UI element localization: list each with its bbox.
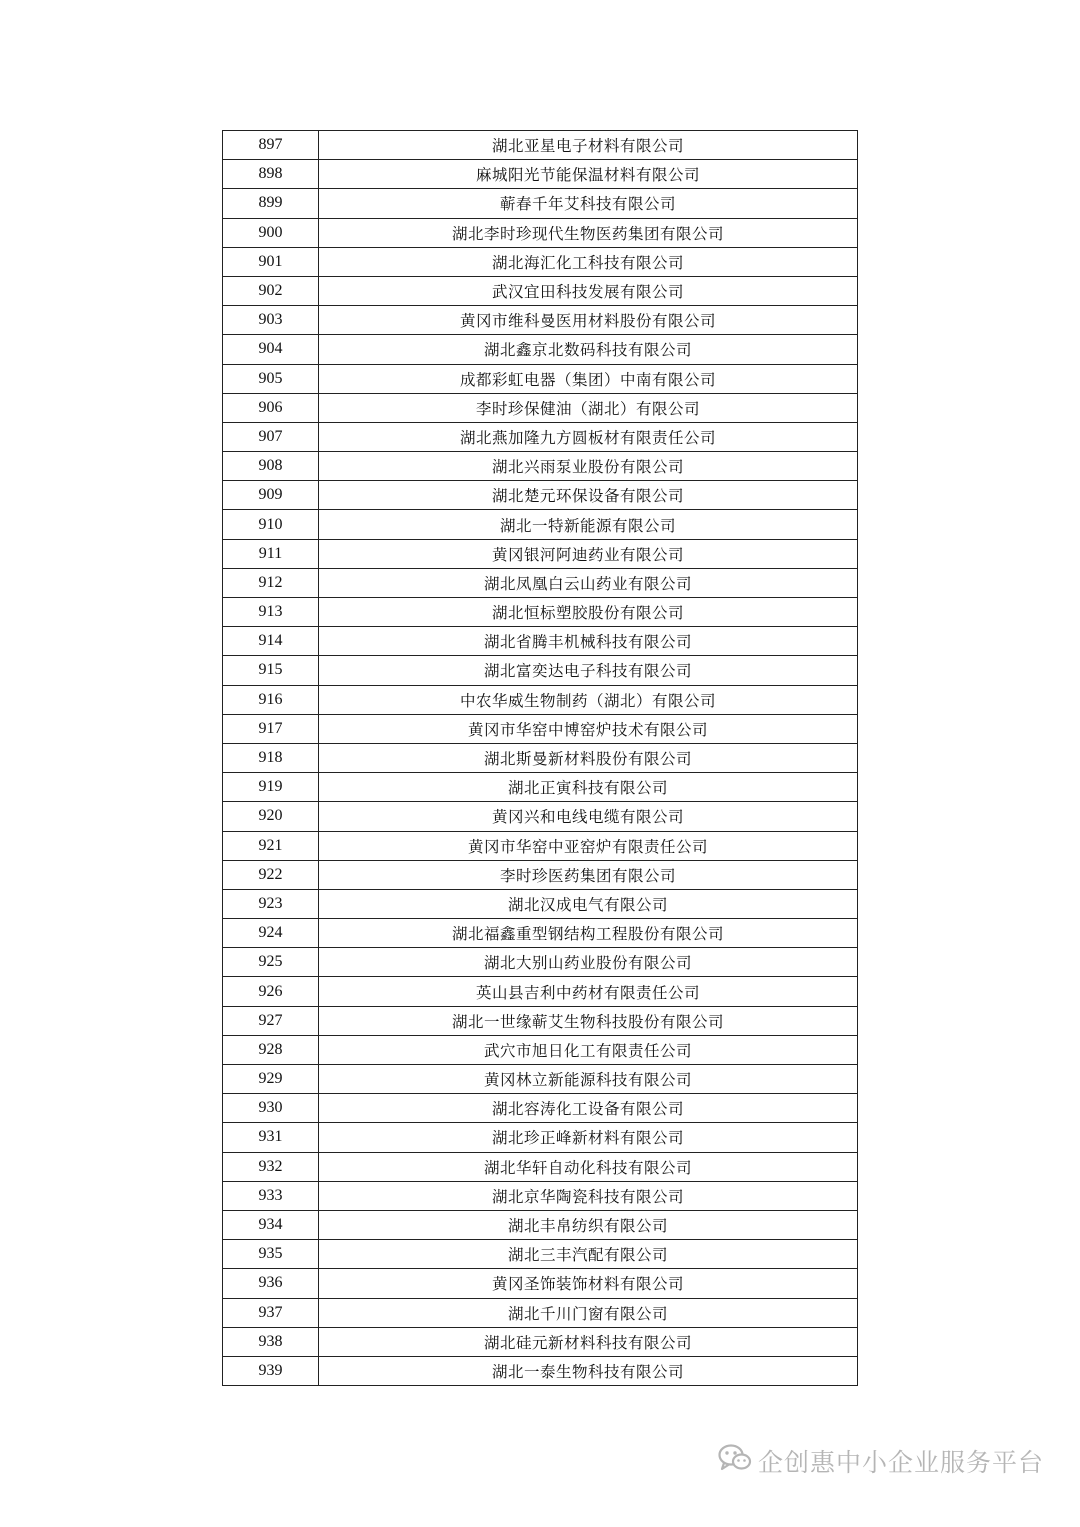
company-name: 李时珍保健油（湖北）有限公司 <box>319 393 858 422</box>
company-name: 湖北鑫京北数码科技有限公司 <box>319 335 858 364</box>
table-row <box>223 714 858 743</box>
row-number: 938 <box>223 1327 319 1356</box>
table-row <box>223 948 858 977</box>
row-number: 934 <box>223 1210 319 1239</box>
company-name: 武汉宜田科技发展有限公司 <box>319 276 858 305</box>
company-name: 湖北兴雨泵业股份有限公司 <box>319 452 858 481</box>
table-row <box>223 1152 858 1181</box>
row-number: 936 <box>223 1269 319 1298</box>
table-row <box>223 743 858 772</box>
row-number: 905 <box>223 364 319 393</box>
company-name: 湖北丰帛纺织有限公司 <box>319 1210 858 1239</box>
table-row <box>223 860 858 889</box>
company-name: 湖北李时珍现代生物医药集团有限公司 <box>319 218 858 247</box>
table-row <box>223 306 858 335</box>
company-name: 湖北华轩自动化科技有限公司 <box>319 1152 858 1181</box>
company-name: 湖北海汇化工科技有限公司 <box>319 247 858 276</box>
table-row <box>223 218 858 247</box>
company-name: 英山县吉利中药材有限责任公司 <box>319 977 858 1006</box>
table-row <box>223 160 858 189</box>
row-number: 918 <box>223 743 319 772</box>
table-row <box>223 131 858 160</box>
row-number: 916 <box>223 685 319 714</box>
company-name: 湖北福鑫重型钢结构工程股份有限公司 <box>319 919 858 948</box>
table-row <box>223 1094 858 1123</box>
table-row <box>223 598 858 627</box>
table-row <box>223 1006 858 1035</box>
row-number: 901 <box>223 247 319 276</box>
table-row <box>223 452 858 481</box>
row-number: 932 <box>223 1152 319 1181</box>
row-number: 908 <box>223 452 319 481</box>
table-row <box>223 568 858 597</box>
company-name: 黄冈银河阿迪药业有限公司 <box>319 539 858 568</box>
table-row <box>223 1065 858 1094</box>
row-number: 914 <box>223 627 319 656</box>
row-number: 927 <box>223 1006 319 1035</box>
wechat-icon <box>718 1443 752 1479</box>
row-number: 930 <box>223 1094 319 1123</box>
table-row <box>223 1123 858 1152</box>
row-number: 921 <box>223 831 319 860</box>
row-number: 931 <box>223 1123 319 1152</box>
row-number: 903 <box>223 306 319 335</box>
company-name: 黄冈市华窑中亚窑炉有限责任公司 <box>319 831 858 860</box>
watermark <box>718 1443 1044 1479</box>
table-row <box>223 510 858 539</box>
company-name: 蕲春千年艾科技有限公司 <box>319 189 858 218</box>
row-number: 920 <box>223 802 319 831</box>
table-row <box>223 1327 858 1356</box>
row-number: 899 <box>223 189 319 218</box>
row-number: 926 <box>223 977 319 1006</box>
table-row <box>223 627 858 656</box>
table-row <box>223 539 858 568</box>
row-number: 924 <box>223 919 319 948</box>
company-name: 湖北珍正峰新材料有限公司 <box>319 1123 858 1152</box>
table-body <box>223 131 858 1386</box>
company-name: 李时珍医药集团有限公司 <box>319 860 858 889</box>
row-number: 909 <box>223 481 319 510</box>
row-number: 922 <box>223 860 319 889</box>
table-row <box>223 1181 858 1210</box>
watermark-text: 企创惠中小企业服务平台 <box>757 1448 1044 1477</box>
company-name: 湖北恒标塑胶股份有限公司 <box>319 598 858 627</box>
table-row <box>223 393 858 422</box>
company-name: 黄冈市维科曼医用材料股份有限公司 <box>319 306 858 335</box>
table-row <box>223 335 858 364</box>
company-list-table <box>222 130 858 1386</box>
table-row <box>223 189 858 218</box>
row-number: 900 <box>223 218 319 247</box>
table-row <box>223 773 858 802</box>
company-name: 湖北斯曼新材料股份有限公司 <box>319 743 858 772</box>
table-row <box>223 889 858 918</box>
company-name: 中农华威生物制药（湖北）有限公司 <box>319 685 858 714</box>
company-name: 湖北亚星电子材料有限公司 <box>319 131 858 160</box>
table-row <box>223 276 858 305</box>
company-name: 黄冈市华窑中博窑炉技术有限公司 <box>319 714 858 743</box>
row-number: 911 <box>223 539 319 568</box>
row-number: 928 <box>223 1035 319 1064</box>
row-number: 912 <box>223 568 319 597</box>
company-name: 湖北京华陶瓷科技有限公司 <box>319 1181 858 1210</box>
row-number: 902 <box>223 276 319 305</box>
table-row <box>223 247 858 276</box>
company-name: 湖北汉成电气有限公司 <box>319 889 858 918</box>
row-number: 925 <box>223 948 319 977</box>
company-name: 湖北富奕达电子科技有限公司 <box>319 656 858 685</box>
table-row <box>223 685 858 714</box>
table-row <box>223 364 858 393</box>
row-number: 906 <box>223 393 319 422</box>
company-name: 黄冈圣饰装饰材料有限公司 <box>319 1269 858 1298</box>
company-name: 黄冈林立新能源科技有限公司 <box>319 1065 858 1094</box>
company-name: 黄冈兴和电线电缆有限公司 <box>319 802 858 831</box>
company-name: 湖北燕加隆九方圆板材有限责任公司 <box>319 422 858 451</box>
row-number: 917 <box>223 714 319 743</box>
company-name: 湖北一泰生物科技有限公司 <box>319 1356 858 1385</box>
company-name: 麻城阳光节能保温材料有限公司 <box>319 160 858 189</box>
table-row <box>223 1240 858 1269</box>
row-number: 937 <box>223 1298 319 1327</box>
company-name: 湖北凤凰白云山药业有限公司 <box>319 568 858 597</box>
row-number: 923 <box>223 889 319 918</box>
company-name: 湖北三丰汽配有限公司 <box>319 1240 858 1269</box>
table-row <box>223 1298 858 1327</box>
company-name: 湖北容涛化工设备有限公司 <box>319 1094 858 1123</box>
table-row <box>223 1035 858 1064</box>
row-number: 904 <box>223 335 319 364</box>
company-name: 湖北硅元新材料科技有限公司 <box>319 1327 858 1356</box>
company-name: 湖北千川门窗有限公司 <box>319 1298 858 1327</box>
company-name: 湖北一世缘蕲艾生物科技股份有限公司 <box>319 1006 858 1035</box>
row-number: 929 <box>223 1065 319 1094</box>
company-name: 武穴市旭日化工有限责任公司 <box>319 1035 858 1064</box>
table-row <box>223 1269 858 1298</box>
table-row <box>223 1356 858 1385</box>
row-number: 898 <box>223 160 319 189</box>
company-name: 湖北大别山药业股份有限公司 <box>319 948 858 977</box>
company-name: 湖北一特新能源有限公司 <box>319 510 858 539</box>
company-name: 湖北省腾丰机械科技有限公司 <box>319 627 858 656</box>
row-number: 910 <box>223 510 319 539</box>
table-row <box>223 481 858 510</box>
company-name: 湖北楚元环保设备有限公司 <box>319 481 858 510</box>
row-number: 939 <box>223 1356 319 1385</box>
row-number: 915 <box>223 656 319 685</box>
table-row <box>223 422 858 451</box>
table-row <box>223 977 858 1006</box>
row-number: 933 <box>223 1181 319 1210</box>
table-row <box>223 802 858 831</box>
company-name: 成都彩虹电器（集团）中南有限公司 <box>319 364 858 393</box>
table-row <box>223 656 858 685</box>
table-row <box>223 831 858 860</box>
table-row <box>223 919 858 948</box>
table-row <box>223 1210 858 1239</box>
row-number: 919 <box>223 773 319 802</box>
row-number: 913 <box>223 598 319 627</box>
row-number: 907 <box>223 422 319 451</box>
row-number: 935 <box>223 1240 319 1269</box>
company-name: 湖北正寅科技有限公司 <box>319 773 858 802</box>
row-number: 897 <box>223 131 319 160</box>
